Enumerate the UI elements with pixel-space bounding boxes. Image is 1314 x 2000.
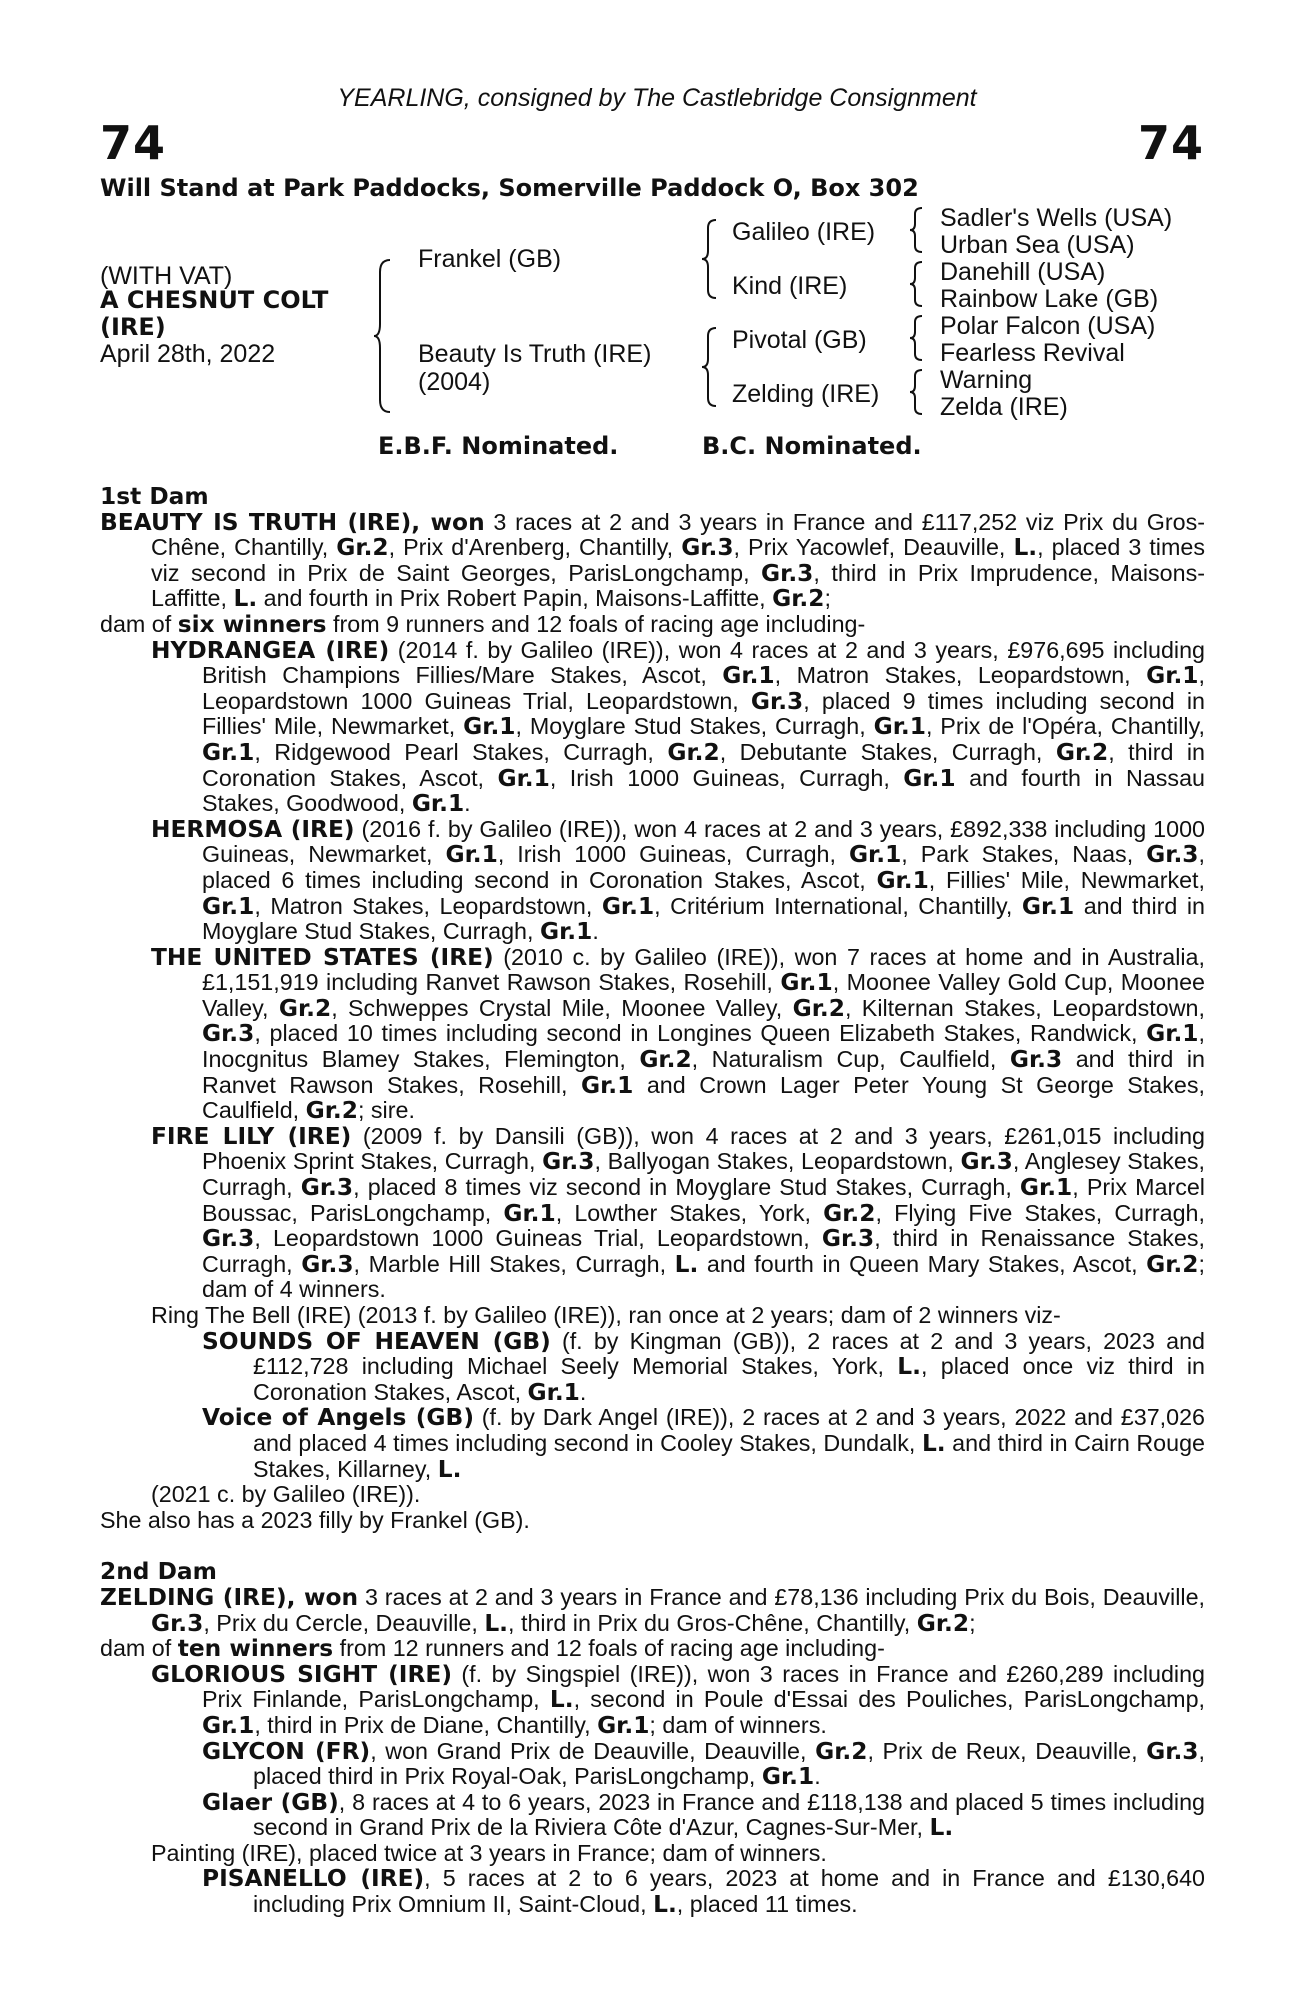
bold-run: L. bbox=[437, 1455, 462, 1483]
bold-run: GLORIOUS SIGHT (IRE) bbox=[151, 1660, 452, 1688]
bold-run: Gr.3 bbox=[1146, 841, 1199, 869]
bold-run: L. bbox=[484, 1609, 509, 1637]
bold-run: Gr.3 bbox=[750, 687, 804, 715]
catalogue-subtitle: YEARLING, consigned by The Castlebridge Consignment bbox=[337, 84, 977, 112]
bold-run: L. bbox=[653, 1891, 677, 1919]
bold-run: Gr.2 bbox=[639, 1046, 692, 1074]
text-run: , Prix de l'Opéra, Chantilly, bbox=[925, 713, 1205, 740]
bold-run: Gr.2 bbox=[336, 534, 389, 562]
bold-run: L. bbox=[929, 1814, 954, 1842]
bold-run: Gr.2 bbox=[1055, 738, 1109, 766]
text-run: , 8 races at 4 to 6 years, 2023 in France and £118,138 and placed 5 times including second in Grand Prix de la Riviera Côte d'Azur, Cagnes-Sur-Mer, bbox=[253, 1788, 1205, 1841]
text-run: (f. by Kingman (GB)), 2 races at 2 and 3 years, 2023 and £112,728 including Michael Seely Memorial Stakes, York, bbox=[253, 1327, 1205, 1380]
text-run: , Critérium International, Chantilly, bbox=[654, 892, 1022, 919]
bold-run: Gr.1 bbox=[463, 713, 516, 741]
bold-run: Gr.3 bbox=[542, 1148, 595, 1176]
second-dam-dam-of bbox=[100, 1636, 1205, 1662]
bold-run: ZELDING (IRE), won bbox=[100, 1583, 359, 1611]
bold-run: Gr.1 bbox=[601, 892, 655, 920]
text-run: dam of bbox=[100, 610, 178, 637]
progeny-entry bbox=[100, 1482, 1205, 1508]
catalogue-body bbox=[100, 484, 1205, 1918]
bold-run: Gr.1 bbox=[539, 918, 593, 946]
text-run: , Irish 1000 Guineas, Curragh, bbox=[549, 764, 904, 791]
ancestor-g2: Urban Sea (USA) bbox=[940, 231, 1135, 259]
first-dam-paragraph bbox=[100, 510, 1205, 612]
progeny-entry bbox=[100, 638, 1205, 817]
text-run: , Fillies' Mile, Newmarket, bbox=[928, 866, 1205, 893]
text-run: from 9 runners and 12 foals of racing age including- bbox=[326, 610, 866, 637]
bold-run: Gr.1 bbox=[411, 790, 465, 818]
text-run: , Prix du Cercle, Deauville, bbox=[203, 1609, 485, 1636]
text-run: , Matron Stakes, Leopardstown, bbox=[254, 892, 602, 919]
text-run: from 12 runners and 12 foals of racing age including- bbox=[333, 1635, 885, 1662]
text-run: and third in Moyglare Stud Stakes, Curragh, bbox=[202, 892, 1205, 945]
text-run: . bbox=[814, 1763, 821, 1790]
bold-run: six winners bbox=[177, 610, 327, 638]
progeny-entry bbox=[100, 1662, 1205, 1739]
bold-run: Gr.1 bbox=[445, 841, 498, 869]
text-run: 3 races at 2 and 3 years in France and £117,252 viz Prix du Gros-Chêne, Chantilly, bbox=[151, 508, 1205, 561]
first-dam-progeny bbox=[100, 638, 1205, 1534]
bold-run: Gr.2 bbox=[305, 1097, 358, 1125]
bc-nomination: B.C. Nominated. bbox=[702, 432, 922, 460]
ancestor-g1: Sadler's Wells (USA) bbox=[940, 204, 1173, 232]
bold-run: L. bbox=[233, 585, 258, 613]
bold-run: Gr.3 bbox=[202, 1020, 255, 1048]
text-run: dam of bbox=[100, 1635, 178, 1662]
text-run: Painting (IRE), placed twice at 3 years in France; dam of winners. bbox=[151, 1839, 827, 1866]
progeny-entry bbox=[100, 1405, 1205, 1482]
text-run: , third in Prix Imprudence, Maisons-Laffitte, bbox=[151, 559, 1205, 612]
text-run: , placed 6 times including second in Coronation Stakes, Ascot, bbox=[202, 841, 1205, 893]
bold-run: Glaer (GB) bbox=[202, 1788, 339, 1816]
text-run: Ring The Bell (IRE) (2013 f. by Galileo (IRE)), ran once at 2 years; dam of 2 winners viz- bbox=[151, 1302, 1061, 1328]
text-run: , third in Prix du Gros-Chêne, Chantilly, bbox=[508, 1609, 917, 1636]
bold-run: HYDRANGEA (IRE) bbox=[151, 636, 390, 664]
progeny-entry bbox=[100, 1841, 1205, 1867]
pedigree-brace-dam bbox=[700, 326, 720, 408]
bold-run: Gr.1 bbox=[876, 866, 929, 894]
text-run: and fourth in Nassau Stakes, Goodwood, bbox=[202, 764, 1205, 817]
dam-dam: Zelding (IRE) bbox=[732, 380, 880, 408]
bold-run: Voice of Angels (GB) bbox=[202, 1404, 474, 1432]
text-run: and third in Cairn Rouge Stakes, Killarney, bbox=[253, 1429, 1205, 1482]
text-run: , won Grand Prix de Deauville, Deauville, bbox=[370, 1737, 816, 1764]
bold-run: Gr.1 bbox=[1019, 1174, 1073, 1202]
bold-run: Gr.3 bbox=[300, 1174, 354, 1202]
text-run: (2010 c. by Galileo (IRE)), won 7 races at home and in Australia, £1,151,919 including Ranvet Rawson Stakes, Rosehill, bbox=[202, 943, 1205, 996]
text-run: , Park Stakes, Naas, bbox=[901, 841, 1147, 868]
bold-run: Gr.1 bbox=[873, 713, 926, 741]
bold-run: FIRE LILY (IRE) bbox=[151, 1122, 352, 1150]
text-run: , Prix d'Arenberg, Chantilly, bbox=[388, 534, 682, 561]
progeny-entry bbox=[100, 1790, 1205, 1841]
text-run: and third in Ranvet Rawson Stakes, Rosehill, bbox=[202, 1046, 1206, 1098]
progeny-entry bbox=[100, 1866, 1205, 1917]
text-run: , Ridgewood Pearl Stakes, Curragh, bbox=[254, 738, 668, 765]
ancestor-g7: Warning bbox=[940, 366, 1033, 394]
bold-run: Gr.1 bbox=[722, 662, 775, 690]
bold-run: Gr.3 bbox=[821, 1225, 875, 1253]
progeny-entry bbox=[100, 1303, 1205, 1329]
bold-run: Gr.1 bbox=[202, 892, 255, 920]
bold-run: Gr.2 bbox=[815, 1737, 868, 1765]
text-run: . bbox=[464, 790, 471, 817]
text-run: , placed 11 times. bbox=[676, 1891, 858, 1918]
text-run: . bbox=[592, 918, 599, 945]
ancestor-g6: Fearless Revival bbox=[940, 339, 1125, 367]
sire: Frankel (GB) bbox=[418, 245, 562, 273]
dam-year: (2004) bbox=[418, 368, 491, 396]
sire-sire: Galileo (IRE) bbox=[732, 218, 876, 246]
bold-run: ten winners bbox=[177, 1635, 334, 1663]
ebf-nomination: E.B.F. Nominated. bbox=[378, 432, 619, 460]
pedigree-brace-g4 bbox=[908, 368, 926, 416]
bold-run: L. bbox=[674, 1250, 699, 1278]
text-run: and fourth in Prix Robert Papin, Maisons-Laffitte, bbox=[257, 585, 773, 612]
bold-run: L. bbox=[921, 1429, 946, 1457]
progeny-entry bbox=[100, 1739, 1205, 1790]
horse-country: (IRE) bbox=[100, 313, 166, 341]
text-run: , Schweppes Crystal Mile, Moonee Valley, bbox=[331, 994, 793, 1021]
bold-run: Gr.1 bbox=[780, 969, 833, 997]
second-dam-paragraph bbox=[100, 1585, 1205, 1636]
text-run: (2009 f. by Dansili (GB)), won 4 races at 2 and 3 years, £261,015 including Phoenix Sprint Stakes, Curragh, bbox=[202, 1122, 1205, 1175]
text-run: , Kilternan Stakes, Leopardstown, bbox=[844, 994, 1205, 1021]
foaling-date: April 28th, 2022 bbox=[100, 340, 276, 368]
text-run: , Marble Hill Stakes, Curragh, bbox=[353, 1250, 675, 1277]
bold-run: Gr.2 bbox=[1146, 1250, 1199, 1278]
bold-run: Gr.1 bbox=[1146, 662, 1199, 690]
pedigree-brace-g1 bbox=[908, 206, 926, 254]
ancestor-g5: Polar Falcon (USA) bbox=[940, 312, 1156, 340]
pedigree-brace-g2 bbox=[908, 260, 926, 308]
text-run: ; bbox=[824, 585, 831, 612]
first-dam-dam-of bbox=[100, 612, 1205, 638]
bold-run: Gr.1 bbox=[581, 1071, 634, 1099]
second-dam-heading: 2nd Dam bbox=[100, 1558, 217, 1586]
bold-run: BEAUTY IS TRUTH (IRE), won bbox=[100, 508, 485, 536]
bold-run: PISANELLO (IRE) bbox=[202, 1865, 425, 1893]
bold-run: SOUNDS OF HEAVEN (GB) bbox=[202, 1327, 551, 1355]
text-run: , Naturalism Cup, Caulfield, bbox=[691, 1046, 1010, 1073]
bold-run: Gr.3 bbox=[1146, 1737, 1199, 1765]
text-run: , Inocgnitus Blamey Stakes, Flemington, bbox=[202, 1020, 1205, 1073]
stand-location: Will Stand at Park Paddocks, Somerville Paddock O, Box 302 bbox=[100, 174, 919, 202]
bold-run: GLYCON (FR) bbox=[202, 1737, 371, 1765]
text-run: , Leopardstown 1000 Guineas Trial, Leopardstown, bbox=[254, 1225, 822, 1252]
text-run: ; bbox=[969, 1609, 976, 1636]
bold-run: Gr.1 bbox=[761, 1763, 815, 1791]
text-run: , Ballyogan Stakes, Leopardstown, bbox=[594, 1148, 961, 1175]
text-run: (2021 c. by Galileo (IRE)). bbox=[151, 1481, 421, 1508]
sire-dam: Kind (IRE) bbox=[732, 272, 848, 300]
text-run: 3 races at 2 and 3 years in France and £78,136 including Prix du Bois, Deauville, bbox=[358, 1583, 1205, 1610]
bold-run: HERMOSA (IRE) bbox=[151, 815, 355, 843]
text-run: , Debutante Stakes, Curragh, bbox=[719, 738, 1056, 765]
progeny-entry bbox=[100, 1124, 1205, 1303]
bold-run: Gr.1 bbox=[597, 1711, 650, 1739]
bold-run: Gr.3 bbox=[761, 559, 814, 587]
progeny-entry bbox=[100, 1508, 1205, 1534]
text-run: , Irish 1000 Guineas, Curragh, bbox=[497, 841, 849, 868]
text-run: , second in Poule d'Essai des Pouliches, ParisLongchamp, bbox=[573, 1686, 1205, 1713]
bold-run: THE UNITED STATES (IRE) bbox=[151, 943, 494, 971]
text-run: and fourth in Queen Mary Stakes, Ascot, bbox=[698, 1250, 1147, 1277]
bold-run: Gr.3 bbox=[151, 1609, 204, 1637]
ancestor-g3: Danehill (USA) bbox=[940, 258, 1106, 286]
text-run: (2014 f. by Galileo (IRE)), won 4 races at 2 and 3 years, £976,695 including British Champions Fillies/Mare Stakes, Ascot, bbox=[202, 636, 1205, 689]
bold-run: Gr.2 bbox=[792, 994, 845, 1022]
bold-run: L. bbox=[1013, 534, 1038, 562]
text-run: , placed third in Prix Royal-Oak, ParisLongchamp, bbox=[253, 1737, 1206, 1790]
bold-run: Gr.2 bbox=[772, 585, 825, 613]
text-run: , Moonee Valley Gold Cup, Moonee Valley, bbox=[202, 969, 1205, 1021]
bold-run: Gr.2 bbox=[278, 994, 332, 1022]
bold-run: Gr.1 bbox=[527, 1378, 580, 1406]
bold-run: L. bbox=[897, 1353, 921, 1381]
bold-run: Gr.3 bbox=[681, 534, 734, 562]
progeny-entry bbox=[100, 1329, 1205, 1406]
pedigree-brace-g3 bbox=[908, 314, 926, 362]
text-run: , 5 races at 2 to 6 years, 2023 at home and in France and £130,640 including Prix Omnium II, Saint-Cloud, bbox=[253, 1865, 1206, 1918]
text-run: ; dam of 4 winners. bbox=[202, 1250, 1205, 1303]
dam: Beauty Is Truth (IRE) bbox=[418, 340, 652, 368]
bold-run: Gr.1 bbox=[497, 764, 550, 792]
text-run: , Prix Yacowlef, Deauville, bbox=[733, 534, 1014, 561]
text-run: , placed once viz third in Coronation Stakes, Ascot, bbox=[253, 1353, 1205, 1405]
text-run: (f. by Singspiel (IRE)), won 3 races in France and £260,289 including Prix Finlande, ParisLongchamp, bbox=[202, 1660, 1205, 1713]
text-run: , Matron Stakes, Leopardstown, bbox=[774, 662, 1147, 689]
bold-run: Gr.3 bbox=[1009, 1046, 1063, 1074]
text-run: , placed 8 times viz second in Moyglare Stud Stakes, Curragh, bbox=[353, 1174, 1020, 1201]
bold-run: Gr.2 bbox=[916, 1609, 970, 1637]
text-run: (2016 f. by Galileo (IRE)), won 4 races at 2 and 3 years, £892,338 including 1000 Guineas, Newmarket, bbox=[202, 815, 1205, 868]
progeny-entry bbox=[100, 817, 1205, 945]
text-run: . bbox=[579, 1378, 587, 1405]
dam-sire: Pivotal (GB) bbox=[732, 326, 867, 354]
text-run: ; sire. bbox=[357, 1097, 415, 1124]
pedigree-brace-main bbox=[372, 258, 394, 414]
text-run: , third in Prix de Diane, Chantilly, bbox=[254, 1711, 598, 1738]
pedigree-brace-sire bbox=[700, 218, 720, 300]
first-dam-heading: 1st Dam bbox=[100, 483, 209, 510]
bold-run: Gr.3 bbox=[960, 1148, 1013, 1176]
second-dam-progeny bbox=[100, 1662, 1205, 1918]
text-run: , placed 3 times viz second in Prix de Saint Georges, ParisLongchamp, bbox=[151, 534, 1205, 586]
text-run: , placed 10 times including second in Longines Queen Elizabeth Stakes, Randwick, bbox=[254, 1020, 1147, 1047]
text-run: , placed 9 times including second in Fillies' Mile, Newmarket, bbox=[202, 687, 1205, 740]
bold-run: Gr.2 bbox=[667, 738, 720, 766]
ancestor-g4: Rainbow Lake (GB) bbox=[940, 285, 1159, 313]
text-run: , Moyglare Stud Stakes, Curragh, bbox=[515, 713, 874, 740]
text-run: , third in Renaissance Stakes, Curragh, bbox=[202, 1225, 1205, 1277]
bold-run: Gr.1 bbox=[202, 738, 255, 766]
bold-run: Gr.1 bbox=[1146, 1020, 1199, 1048]
text-run: , Leopardstown 1000 Guineas Trial, Leopardstown, bbox=[202, 662, 1205, 714]
text-run: and Crown Lager Peter Young St George Stakes, Caulfield, bbox=[202, 1071, 1205, 1124]
bold-run: L. bbox=[549, 1686, 574, 1714]
bold-run: Gr.1 bbox=[1021, 892, 1075, 920]
bold-run: Gr.2 bbox=[823, 1199, 876, 1227]
bold-run: Gr.1 bbox=[848, 841, 902, 869]
bold-run: Gr.1 bbox=[503, 1199, 556, 1227]
lot-number-left: 74 bbox=[100, 116, 167, 170]
bold-run: Gr.3 bbox=[202, 1225, 255, 1253]
text-run: She also has a 2023 filly by Frankel (GB). bbox=[100, 1506, 530, 1533]
vat-note: (WITH VAT) bbox=[100, 262, 233, 290]
text-run: , Anglesey Stakes, Curragh, bbox=[202, 1148, 1205, 1201]
text-run: ; dam of winners. bbox=[649, 1711, 827, 1738]
text-run: , Prix de Reux, Deauville, bbox=[867, 1737, 1147, 1764]
lot-number-right: 74 bbox=[1137, 116, 1204, 170]
horse-name: A CHESNUT COLT bbox=[100, 286, 329, 314]
text-run: , Prix Marcel Boussac, ParisLongchamp, bbox=[202, 1174, 1205, 1226]
text-run: , third in Coronation Stakes, Ascot, bbox=[202, 738, 1206, 791]
bold-run: Gr.1 bbox=[202, 1711, 255, 1739]
text-run: , Flying Five Stakes, Curragh, bbox=[875, 1199, 1205, 1226]
ancestor-g8: Zelda (IRE) bbox=[940, 393, 1068, 421]
text-run: (f. by Dark Angel (IRE)), 2 races at 2 and 3 years, 2022 and £37,026 and placed 4 times including second in Cooley Stakes, Dundalk, bbox=[253, 1404, 1205, 1456]
bold-run: Gr.3 bbox=[301, 1250, 354, 1278]
progeny-entry bbox=[100, 945, 1205, 1124]
bold-run: Gr.1 bbox=[903, 764, 956, 792]
text-run: , Lowther Stakes, York, bbox=[555, 1199, 824, 1226]
